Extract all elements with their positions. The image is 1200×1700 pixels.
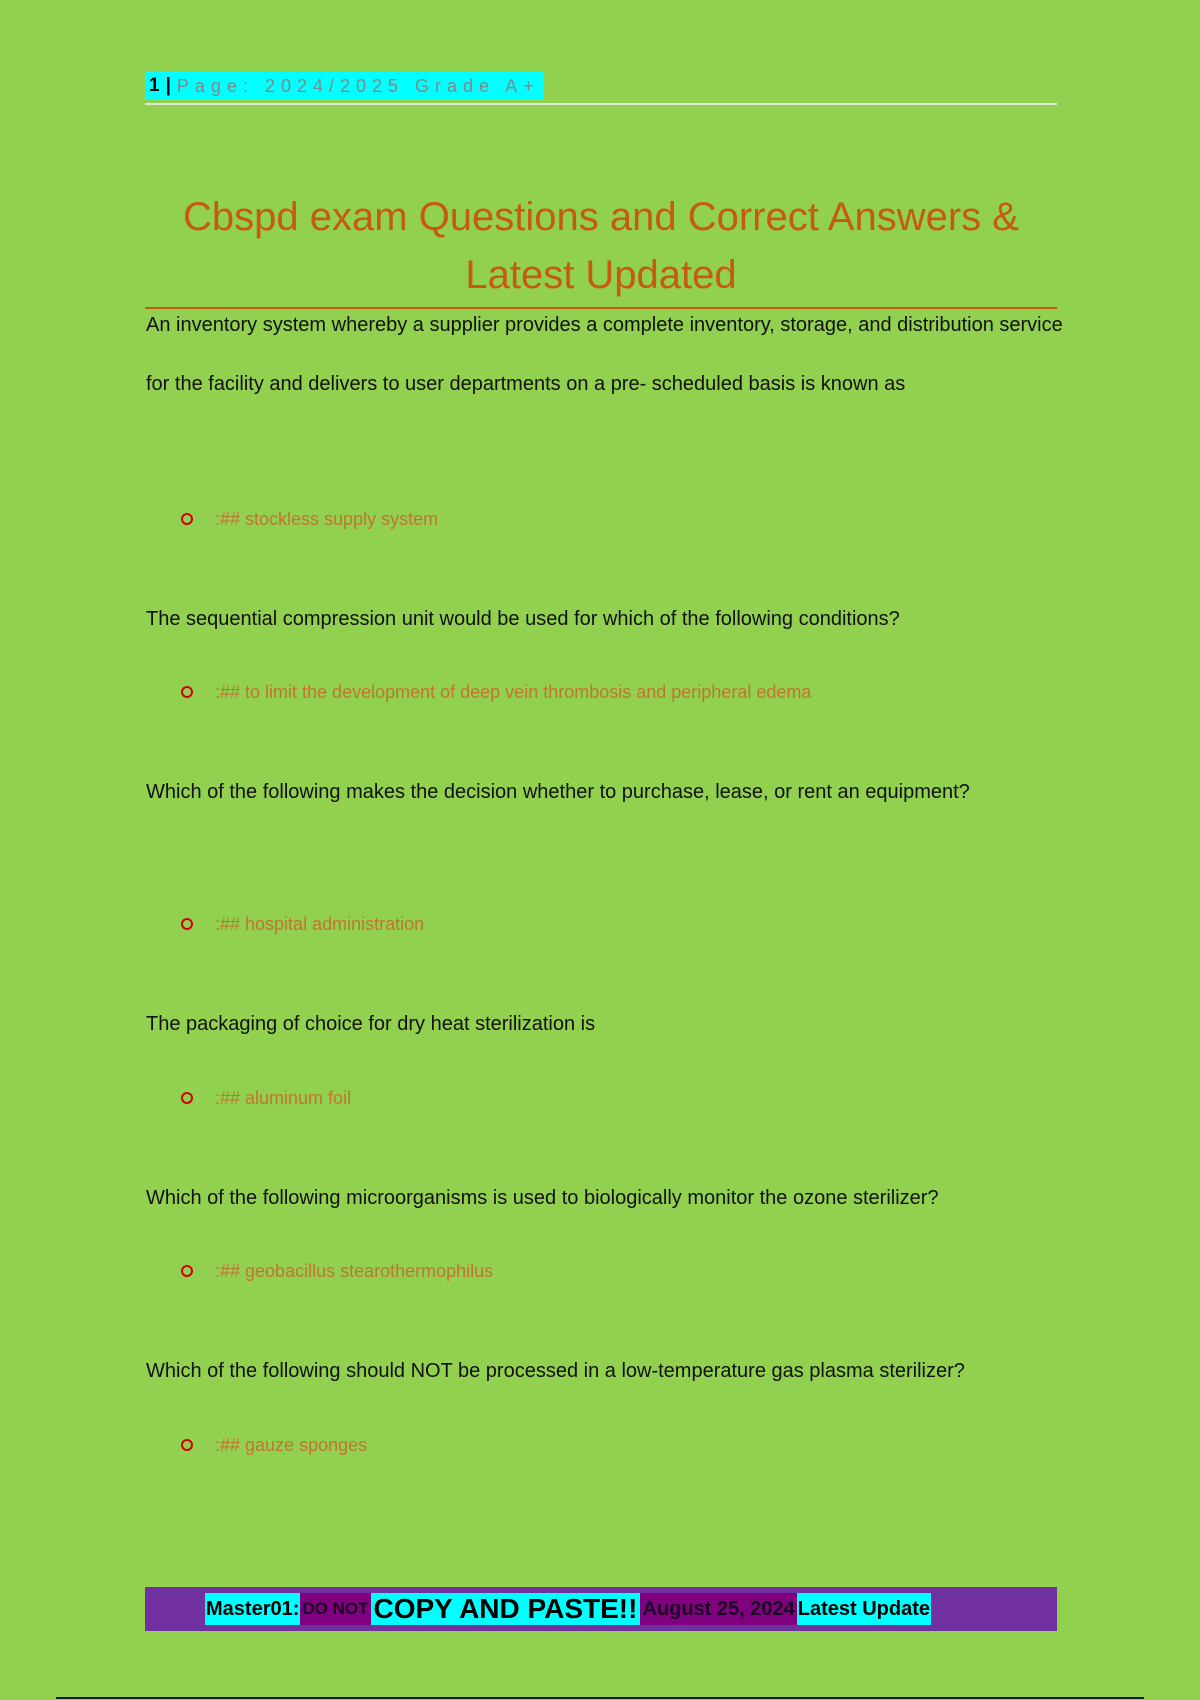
header-separator: | [165, 75, 171, 96]
circle-bullet-icon [181, 1439, 193, 1451]
circle-bullet-icon [181, 1092, 193, 1104]
answer-1 [181, 507, 1061, 531]
page-header [145, 72, 544, 100]
footer-copy-warning: COPY AND PASTE!! [371, 1593, 641, 1625]
question-2: The sequential compression unit would be used for which of the following conditions? [146, 608, 900, 630]
footer-master: Master01: [205, 1593, 300, 1625]
page-bottom-divider [56, 1697, 1144, 1699]
circle-bullet-icon [181, 918, 193, 930]
footer-text [205, 1587, 931, 1631]
footer-do-not: DO NOT [300, 1593, 370, 1625]
question-5: Which of the following microorganisms is used to biologically monitor the ozone sterilizer? [146, 1187, 939, 1209]
circle-bullet-icon [181, 1265, 193, 1277]
header-divider [145, 103, 1057, 105]
page-number: 1 [149, 75, 160, 96]
answer-6 [181, 1433, 1061, 1457]
answer-5 [181, 1259, 1061, 1283]
footer-banner [145, 1587, 1057, 1631]
answer-2 [181, 680, 1061, 704]
answer-text: :## hospital administration [215, 914, 425, 934]
footer-date: August 25, 2024 [640, 1593, 796, 1625]
question-1: An inventory system whereby a supplier provides a complete inventory, storage, and distribution service for the facility and delivers to user departments on a pre- scheduled basis is known as [146, 314, 1063, 395]
document-title: Cbspd exam Questions and Correct Answers & Latest Updated [183, 195, 1019, 297]
answer-text: :## stockless supply system [215, 509, 439, 529]
answer-text: :## aluminum foil [215, 1088, 352, 1108]
question-4: The packaging of choice for dry heat sterilization is [146, 1013, 596, 1035]
answer-text: :## geobacillus stearothermophilus [215, 1261, 494, 1281]
answer-3 [181, 912, 1061, 936]
footer-latest: Latest Update [797, 1593, 931, 1625]
circle-bullet-icon [181, 513, 193, 525]
question-3: Which of the following makes the decision whether to purchase, lease, or rent an equipment? [146, 781, 970, 803]
question-6: Which of the following should NOT be processed in a low-temperature gas plasma sterilizer? [146, 1360, 965, 1382]
answer-text: :## to limit the development of deep vein thrombosis and peripheral edema [215, 682, 812, 702]
header-text: Page: 2024/2025 Grade A+ [176, 75, 540, 96]
answer-text: :## gauze sponges [215, 1435, 368, 1455]
answer-4 [181, 1086, 1061, 1110]
circle-bullet-icon [181, 686, 193, 698]
